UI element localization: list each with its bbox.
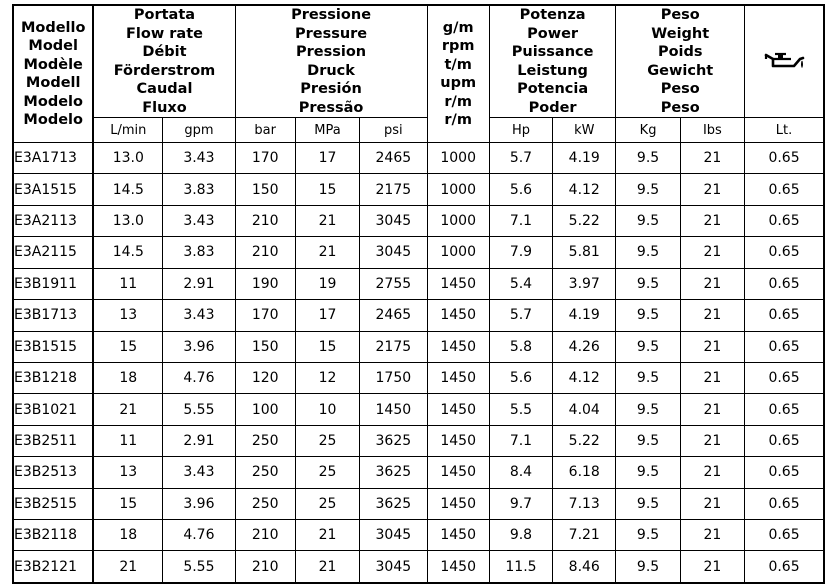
- value-cell: 5.8: [489, 331, 552, 362]
- value-cell: 1750: [360, 362, 427, 393]
- value-cell: 4.76: [163, 362, 235, 393]
- model-cell: E3A1515: [13, 174, 93, 205]
- value-cell: 1450: [427, 362, 489, 393]
- value-cell: 15: [93, 488, 162, 519]
- value-cell: 9.5: [616, 394, 680, 425]
- model-cell: E3B1713: [13, 300, 93, 331]
- value-cell: 3.96: [163, 331, 235, 362]
- table-row: [13, 551, 824, 583]
- value-cell: 210: [235, 205, 295, 236]
- header-power: Potenza Power Puissance Leistung Potencia Poder: [489, 5, 616, 118]
- unit-lbs: Ibs: [680, 118, 744, 143]
- value-cell: 25: [295, 488, 359, 519]
- value-cell: 2.91: [163, 425, 235, 456]
- table-row: [13, 237, 824, 268]
- value-cell: 9.5: [616, 551, 680, 583]
- value-cell: 0.65: [745, 520, 824, 551]
- model-cell: E3A1713: [13, 143, 93, 174]
- value-cell: 3.96: [163, 488, 235, 519]
- table-row: [13, 174, 824, 205]
- value-cell: 0.65: [745, 300, 824, 331]
- value-cell: 0.65: [745, 394, 824, 425]
- value-cell: 1000: [427, 205, 489, 236]
- value-cell: 4.26: [553, 331, 616, 362]
- value-cell: 5.5: [489, 394, 552, 425]
- value-cell: 4.04: [553, 394, 616, 425]
- value-cell: 14.5: [93, 174, 162, 205]
- value-cell: 5.55: [163, 394, 235, 425]
- value-cell: 170: [235, 300, 295, 331]
- value-cell: 21: [295, 205, 359, 236]
- value-cell: 2175: [360, 331, 427, 362]
- value-cell: 3045: [360, 205, 427, 236]
- value-cell: 15: [295, 174, 359, 205]
- value-cell: 21: [680, 520, 744, 551]
- value-cell: 3.83: [163, 237, 235, 268]
- header-pressure: Pressione Pressure Pression Druck Presión Pressão: [235, 5, 427, 118]
- unit-bar: bar: [235, 118, 295, 143]
- value-cell: 2465: [360, 143, 427, 174]
- value-cell: 0.65: [745, 457, 824, 488]
- value-cell: 9.5: [616, 268, 680, 299]
- value-cell: 100: [235, 394, 295, 425]
- value-cell: 9.5: [616, 520, 680, 551]
- value-cell: 3.43: [163, 300, 235, 331]
- value-cell: 1450: [427, 300, 489, 331]
- value-cell: 0.65: [745, 551, 824, 583]
- model-cell: E3B1515: [13, 331, 93, 362]
- table-row: [13, 520, 824, 551]
- unit-kg: Kg: [616, 118, 680, 143]
- value-cell: 8.46: [553, 551, 616, 583]
- value-cell: 0.65: [745, 174, 824, 205]
- value-cell: 5.22: [553, 205, 616, 236]
- value-cell: 13.0: [93, 143, 162, 174]
- value-cell: 21: [680, 300, 744, 331]
- value-cell: 4.19: [553, 300, 616, 331]
- model-cell: E3B1218: [13, 362, 93, 393]
- value-cell: 3.97: [553, 268, 616, 299]
- value-cell: 3.43: [163, 457, 235, 488]
- value-cell: 0.65: [745, 488, 824, 519]
- table-row: [13, 205, 824, 236]
- value-cell: 5.6: [489, 362, 552, 393]
- table-row: [13, 488, 824, 519]
- table-row: [13, 143, 824, 174]
- value-cell: 5.7: [489, 143, 552, 174]
- value-cell: 3045: [360, 520, 427, 551]
- value-cell: 5.4: [489, 268, 552, 299]
- value-cell: 1450: [427, 551, 489, 583]
- value-cell: 4.12: [553, 174, 616, 205]
- model-cell: E3A2115: [13, 237, 93, 268]
- value-cell: 1000: [427, 143, 489, 174]
- value-cell: 9.5: [616, 425, 680, 456]
- header-model: Modello Model Modèle Modell Modelo Modelo: [13, 5, 93, 143]
- value-cell: 1450: [427, 457, 489, 488]
- table-row: [13, 362, 824, 393]
- value-cell: 190: [235, 268, 295, 299]
- value-cell: 7.13: [553, 488, 616, 519]
- value-cell: 21: [680, 237, 744, 268]
- table-row: [13, 394, 824, 425]
- header-oil: [745, 5, 824, 118]
- value-cell: 9.5: [616, 331, 680, 362]
- value-cell: 5.55: [163, 551, 235, 583]
- value-cell: 9.8: [489, 520, 552, 551]
- header-speed: g/m rpm t/m upm r/m r/m: [427, 5, 489, 143]
- value-cell: 21: [680, 457, 744, 488]
- value-cell: 6.18: [553, 457, 616, 488]
- value-cell: 210: [235, 551, 295, 583]
- value-cell: 0.65: [745, 425, 824, 456]
- value-cell: 11: [93, 268, 162, 299]
- oil-can-icon: [745, 46, 823, 78]
- value-cell: 5.7: [489, 300, 552, 331]
- value-cell: 8.4: [489, 457, 552, 488]
- value-cell: 4.19: [553, 143, 616, 174]
- value-cell: 2.91: [163, 268, 235, 299]
- value-cell: 21: [295, 520, 359, 551]
- value-cell: 21: [680, 205, 744, 236]
- value-cell: 250: [235, 488, 295, 519]
- model-cell: E3B2121: [13, 551, 93, 583]
- value-cell: 9.5: [616, 457, 680, 488]
- value-cell: 9.5: [616, 362, 680, 393]
- value-cell: 0.65: [745, 205, 824, 236]
- value-cell: 9.5: [616, 205, 680, 236]
- table-row: [13, 268, 824, 299]
- table-row: [13, 300, 824, 331]
- value-cell: 1450: [360, 394, 427, 425]
- value-cell: 21: [680, 143, 744, 174]
- value-cell: 120: [235, 362, 295, 393]
- model-cell: E3B2513: [13, 457, 93, 488]
- table-body: [13, 143, 824, 584]
- value-cell: 10: [295, 394, 359, 425]
- value-cell: 14.5: [93, 237, 162, 268]
- value-cell: 0.65: [745, 331, 824, 362]
- model-cell: E3B2515: [13, 488, 93, 519]
- value-cell: 21: [295, 237, 359, 268]
- value-cell: 5.22: [553, 425, 616, 456]
- value-cell: 15: [295, 331, 359, 362]
- value-cell: 0.65: [745, 237, 824, 268]
- value-cell: 9.5: [616, 488, 680, 519]
- unit-mpa: MPa: [295, 118, 359, 143]
- value-cell: 13: [93, 300, 162, 331]
- value-cell: 1450: [427, 394, 489, 425]
- value-cell: 3045: [360, 237, 427, 268]
- value-cell: 19: [295, 268, 359, 299]
- value-cell: 17: [295, 143, 359, 174]
- value-cell: 3045: [360, 551, 427, 583]
- value-cell: 5.81: [553, 237, 616, 268]
- value-cell: 1450: [427, 425, 489, 456]
- value-cell: 250: [235, 457, 295, 488]
- value-cell: 1000: [427, 237, 489, 268]
- value-cell: 21: [680, 268, 744, 299]
- table-row: [13, 425, 824, 456]
- value-cell: 0.65: [745, 143, 824, 174]
- value-cell: 21: [680, 331, 744, 362]
- model-cell: E3B2511: [13, 425, 93, 456]
- value-cell: 2465: [360, 300, 427, 331]
- model-cell: E3B1911: [13, 268, 93, 299]
- value-cell: 7.9: [489, 237, 552, 268]
- unit-lt: Lt.: [745, 118, 824, 143]
- model-cell: E3B1021: [13, 394, 93, 425]
- value-cell: 21: [680, 425, 744, 456]
- value-cell: 4.12: [553, 362, 616, 393]
- value-cell: 11: [93, 425, 162, 456]
- value-cell: 1450: [427, 268, 489, 299]
- value-cell: 210: [235, 237, 295, 268]
- table-row: [13, 457, 824, 488]
- value-cell: 1000: [427, 174, 489, 205]
- value-cell: 0.65: [745, 268, 824, 299]
- value-cell: 12: [295, 362, 359, 393]
- value-cell: 210: [235, 520, 295, 551]
- value-cell: 1450: [427, 331, 489, 362]
- value-cell: 150: [235, 331, 295, 362]
- value-cell: 3625: [360, 425, 427, 456]
- value-cell: 2755: [360, 268, 427, 299]
- value-cell: 9.7: [489, 488, 552, 519]
- value-cell: 7.1: [489, 425, 552, 456]
- value-cell: 250: [235, 425, 295, 456]
- value-cell: 21: [680, 488, 744, 519]
- value-cell: 21: [295, 551, 359, 583]
- value-cell: 15: [93, 331, 162, 362]
- value-cell: 11.5: [489, 551, 552, 583]
- value-cell: 13.0: [93, 205, 162, 236]
- value-cell: 7.1: [489, 205, 552, 236]
- value-cell: 9.5: [616, 237, 680, 268]
- value-cell: 17: [295, 300, 359, 331]
- value-cell: 150: [235, 174, 295, 205]
- pump-specs-table: [12, 4, 825, 584]
- value-cell: 9.5: [616, 300, 680, 331]
- value-cell: 3625: [360, 488, 427, 519]
- value-cell: 3.43: [163, 205, 235, 236]
- value-cell: 25: [295, 457, 359, 488]
- value-cell: 7.21: [553, 520, 616, 551]
- unit-hp: Hp: [489, 118, 552, 143]
- value-cell: 21: [680, 362, 744, 393]
- value-cell: 18: [93, 520, 162, 551]
- value-cell: 18: [93, 362, 162, 393]
- value-cell: 1450: [427, 488, 489, 519]
- value-cell: 25: [295, 425, 359, 456]
- unit-psi: psi: [360, 118, 427, 143]
- value-cell: 3.43: [163, 143, 235, 174]
- table-row: [13, 331, 824, 362]
- model-cell: E3B2118: [13, 520, 93, 551]
- value-cell: 1450: [427, 520, 489, 551]
- header-flow: Portata Flow rate Débit Förderstrom Caudal Fluxo: [93, 5, 235, 118]
- value-cell: 4.76: [163, 520, 235, 551]
- model-cell: E3A2113: [13, 205, 93, 236]
- unit-lmin: L/min: [93, 118, 162, 143]
- value-cell: 3625: [360, 457, 427, 488]
- value-cell: 2175: [360, 174, 427, 205]
- value-cell: 21: [680, 394, 744, 425]
- value-cell: 5.6: [489, 174, 552, 205]
- value-cell: 21: [93, 394, 162, 425]
- unit-gpm: gpm: [163, 118, 235, 143]
- header-weight: Peso Weight Poids Gewicht Peso Peso: [616, 5, 745, 118]
- value-cell: 21: [680, 551, 744, 583]
- value-cell: 21: [93, 551, 162, 583]
- value-cell: 170: [235, 143, 295, 174]
- value-cell: 9.5: [616, 174, 680, 205]
- value-cell: 0.65: [745, 362, 824, 393]
- value-cell: 3.83: [163, 174, 235, 205]
- unit-kw: kW: [553, 118, 616, 143]
- value-cell: 9.5: [616, 143, 680, 174]
- value-cell: 21: [680, 174, 744, 205]
- value-cell: 13: [93, 457, 162, 488]
